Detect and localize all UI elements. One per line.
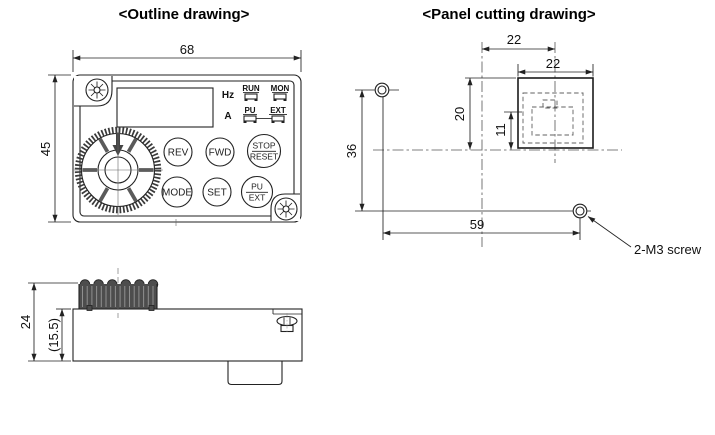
led-ext-label: EXT xyxy=(270,106,286,115)
dim-cutout-width-22 xyxy=(518,56,593,77)
panel-cutout xyxy=(518,78,593,148)
led-run-label: RUN xyxy=(242,84,260,93)
dim-holes-horizontal-label: 59 xyxy=(469,217,485,232)
led-pu-label: PU xyxy=(244,106,256,115)
dim-height-45 xyxy=(38,75,71,222)
hz-unit-label: Hz xyxy=(221,90,235,101)
puext-button-label-bottom: EXT xyxy=(248,192,266,203)
led-mon-label: MON xyxy=(270,84,290,93)
a-unit-label: A xyxy=(224,111,232,122)
puext-button-label-top: PU xyxy=(251,181,263,192)
display-window xyxy=(117,88,213,127)
dim-holes-vertical-label: 36 xyxy=(344,143,359,159)
stop-button-label-top: STOP xyxy=(252,140,276,151)
dim-holes-vertical-36 xyxy=(344,90,362,211)
dim-cutout-width-label: 22 xyxy=(545,56,561,71)
rev-button-label: REV xyxy=(167,147,189,159)
dim-height-label: 45 xyxy=(38,141,53,157)
dim-inner-label: 11 xyxy=(493,123,508,137)
stop-reset-button-drawing xyxy=(248,135,281,168)
front-view xyxy=(73,75,301,226)
mounting-screw-bottom-right xyxy=(271,194,300,221)
mode-button-drawing xyxy=(162,177,192,207)
dial-knob-side xyxy=(79,280,158,311)
dim-depth-body-15-5 xyxy=(46,309,71,361)
mode-button-label: MODE xyxy=(162,187,192,199)
stop-button-label-bottom: RESET xyxy=(249,151,279,162)
screw-callout xyxy=(588,217,702,258)
connector-protrusion xyxy=(228,361,282,385)
mounting-hole-bottom-right xyxy=(573,204,587,218)
mounting-hole-top-left xyxy=(375,83,389,97)
rev-button-drawing xyxy=(164,138,192,166)
pu-ext-button-drawing xyxy=(242,177,273,208)
dim-depth-body-label: (15.5) xyxy=(46,318,61,352)
dim-cutout-height-label: 20 xyxy=(452,106,467,122)
dim-offset-label: 22 xyxy=(506,32,522,47)
dim-width-label: 68 xyxy=(179,42,195,57)
panel-cutting-drawing xyxy=(344,6,702,257)
dim-offset-22 xyxy=(482,32,555,49)
set-button-drawing xyxy=(203,178,231,206)
dim-width-68 xyxy=(73,42,301,72)
hidden-outline-inner xyxy=(532,107,573,135)
outline-drawing xyxy=(18,6,302,385)
mounting-screw-top-left xyxy=(74,76,112,106)
fwd-button-drawing xyxy=(206,138,234,166)
dim-depth-label: 24 xyxy=(18,314,33,330)
fwd-button-label: FWD xyxy=(208,147,232,159)
set-button-label: SET xyxy=(207,187,227,199)
screw-note-label: 2-M3 screw xyxy=(634,242,702,257)
dim-holes-horizontal-59 xyxy=(383,217,580,233)
side-view xyxy=(18,268,302,385)
panel-cutting-title: <Panel cutting drawing> xyxy=(422,6,596,23)
outline-title: <Outline drawing> xyxy=(118,6,250,23)
dim-cutout-height-20 xyxy=(452,78,516,150)
